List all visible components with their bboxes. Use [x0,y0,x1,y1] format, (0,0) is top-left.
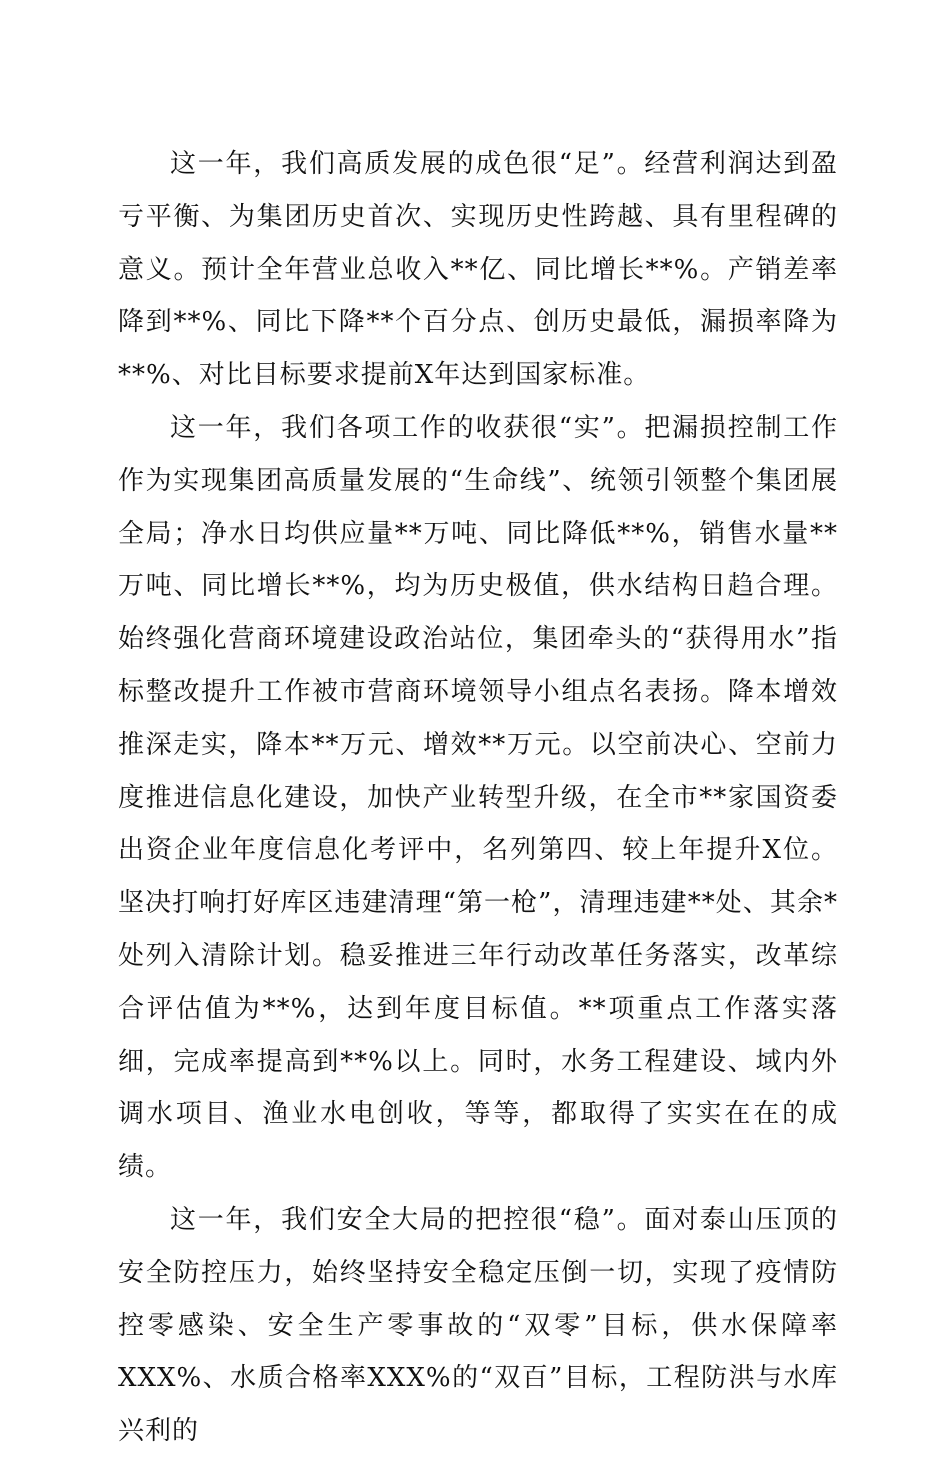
document-body [118,138,838,1458]
paragraph-quality-development: 这一年，我们高质发展的成色很“足”。经营利润达到盈亏平衡、为集团历史首次、实现历史性跨越、具有里程碑的意义。预计全年营业总收入**亿、同比增长**%。产销差率降到**%、同比下降**个百分点、创历史最低，漏损率降为**%、对比目标要求提前X年达到国家标准。 [118,149,838,391]
paragraph-safety-control: 这一年，我们安全大局的把控很“稳”。面对泰山压顶的安全防控压力，始终坚持安全稳定压倒一切，实现了疫情防控零感染、安全生产零事故的“双零”目标，供水保障率XXX%、水质合格率XXX%的“双百”目标，工程防洪与水库兴利的 [118,1204,838,1447]
paragraph-work-results: 这一年，我们各项工作的收获很“实”。把漏损控制工作作为实现集团高质量发展的“生命线”、统领引领整个集团展全局；净水日均供应量**万吨、同比降低**%，销售水量**万吨、同比增长**%，均为历史极值，供水结构日趋合理。始终强化营商环境建设政治站位，集团牵头的“获得用水”指标整改提升工作被市营商环境领导小组点名表扬。降本增效推深走实，降本**万元、增效**万元。以空前决心、空前力度推进信息化建设，加快产业转型升级，在全市**家国资委出资企业年度信息化考评中，名列第四、较上年提升X位。坚决打响打好库区违建清理“第一枪”，清理违建**处、其余*处列入清除计划。稳妥推进三年行动改革任务落实，改革综合评估值为**%，达到年度目标值。**项重点工作落实落细，完成率提高到**%以上。同时，水务工程建设、域内外调水项目、渔业水电创收，等等，都取得了实实在在的成绩。 [118,412,838,1183]
